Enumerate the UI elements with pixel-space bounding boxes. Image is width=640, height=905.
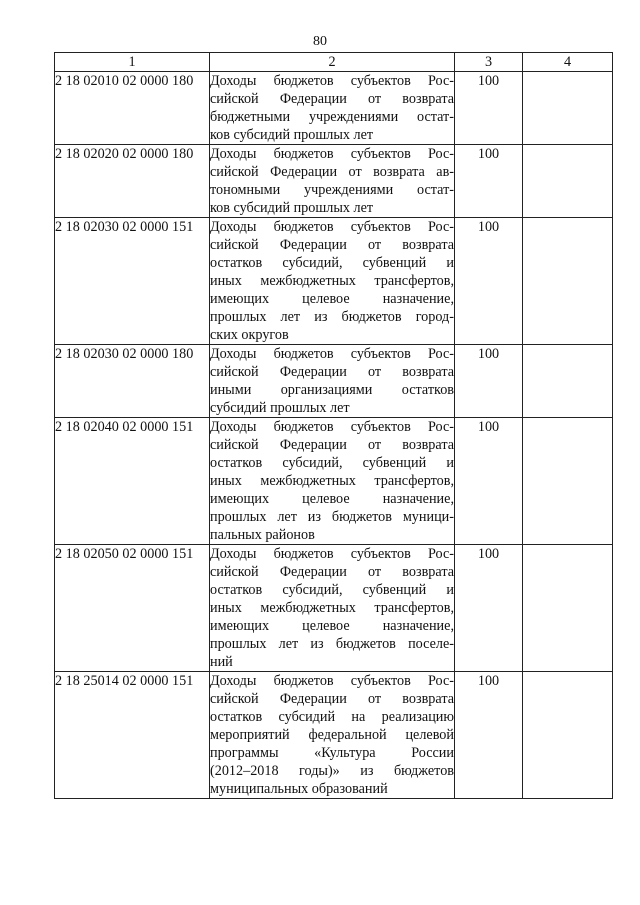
amount-value: 100 <box>455 72 523 145</box>
extra-value <box>523 218 613 345</box>
amount-value: 100 <box>455 345 523 418</box>
description-line: имеющих целевое назначение, <box>210 491 454 507</box>
budget-table <box>54 52 613 799</box>
description-line: Доходы бюджетов субъектов Рос- <box>210 219 454 235</box>
description-line: прошлых лет из бюджетов поселе- <box>210 636 454 652</box>
description-line: сийской Федерации от возврата ав- <box>210 164 454 180</box>
column-header: 4 <box>523 53 613 72</box>
table-body <box>55 72 613 799</box>
description-line: остатков субсидий, субвенций и <box>210 582 454 598</box>
description-line: остатков субсидий, субвенций и <box>210 455 454 471</box>
extra-value <box>523 345 613 418</box>
amount-value: 100 <box>455 218 523 345</box>
budget-code: 2 18 25014 02 0000 151 <box>55 672 210 799</box>
description-line: Доходы бюджетов субъектов Рос- <box>210 73 454 89</box>
description-line: Доходы бюджетов субъектов Рос- <box>210 419 454 435</box>
description-line: иными организациями остатков <box>210 382 454 398</box>
description-line: прошлых лет из бюджетов муници- <box>210 509 454 525</box>
description-line: сийской Федерации от возврата <box>210 91 454 107</box>
description-line: имеющих целевое назначение, <box>210 618 454 634</box>
income-description <box>210 418 455 545</box>
extra-value <box>523 418 613 545</box>
column-header: 3 <box>455 53 523 72</box>
income-description <box>210 345 455 418</box>
description-line: иных межбюджетных трансфертов, <box>210 600 454 616</box>
description-line: Доходы бюджетов субъектов Рос- <box>210 546 454 562</box>
description-line: (2012–2018 годы)» из бюджетов <box>210 763 454 779</box>
amount-value: 100 <box>455 672 523 799</box>
budget-code: 2 18 02040 02 0000 151 <box>55 418 210 545</box>
description-line: Доходы бюджетов субъектов Рос- <box>210 673 454 689</box>
description-line: Доходы бюджетов субъектов Рос- <box>210 146 454 162</box>
description-line: пальных районов <box>210 527 315 543</box>
description-line: прошлых лет из бюджетов город- <box>210 309 454 325</box>
description-line: ков субсидий прошлых лет <box>210 127 374 143</box>
budget-code: 2 18 02030 02 0000 151 <box>55 218 210 345</box>
description-line: муниципальных образований <box>210 781 388 797</box>
page-number: 80 <box>313 34 327 49</box>
table-row <box>55 145 613 218</box>
income-description <box>210 672 455 799</box>
income-description <box>210 545 455 672</box>
table-row <box>55 418 613 545</box>
table-row <box>55 545 613 672</box>
description-line: субсидий прошлых лет <box>210 400 350 416</box>
extra-value <box>523 672 613 799</box>
description-line: сийской Федерации от возврата <box>210 437 454 453</box>
column-header: 1 <box>55 53 210 72</box>
extra-value <box>523 72 613 145</box>
description-line: сийской Федерации от возврата <box>210 237 454 253</box>
description-line: сийской Федерации от возврата <box>210 364 454 380</box>
description-line: остатков субсидий на реализацию <box>210 709 454 725</box>
description-line: имеющих целевое назначение, <box>210 291 454 307</box>
income-description <box>210 218 455 345</box>
budget-code: 2 18 02050 02 0000 151 <box>55 545 210 672</box>
description-line: иных межбюджетных трансфертов, <box>210 273 454 289</box>
extra-value <box>523 545 613 672</box>
amount-value: 100 <box>455 145 523 218</box>
amount-value: 100 <box>455 545 523 672</box>
table-row <box>55 672 613 799</box>
description-line: сийской Федерации от возврата <box>210 564 454 580</box>
income-description <box>210 72 455 145</box>
income-description <box>210 145 455 218</box>
extra-value <box>523 145 613 218</box>
table-row <box>55 72 613 145</box>
description-line: сийской Федерации от возврата <box>210 691 454 707</box>
column-header: 2 <box>210 53 455 72</box>
amount-value: 100 <box>455 418 523 545</box>
table-row <box>55 345 613 418</box>
description-line: тономными учреждениями остат- <box>210 182 454 198</box>
table-row <box>55 218 613 345</box>
description-line: мероприятий федеральной целевой <box>210 727 454 743</box>
description-line: бюджетными учреждениями остат- <box>210 109 454 125</box>
description-line: Доходы бюджетов субъектов Рос- <box>210 346 454 362</box>
budget-code: 2 18 02020 02 0000 180 <box>55 145 210 218</box>
budget-code: 2 18 02010 02 0000 180 <box>55 72 210 145</box>
description-line: ских округов <box>210 327 289 343</box>
table-header-row <box>55 53 613 72</box>
description-line: ков субсидий прошлых лет <box>210 200 374 216</box>
description-line: иных межбюджетных трансфертов, <box>210 473 454 489</box>
description-line: программы «Культура России <box>210 745 454 761</box>
description-line: ний <box>210 654 233 670</box>
budget-code: 2 18 02030 02 0000 180 <box>55 345 210 418</box>
description-line: остатков субсидий, субвенций и <box>210 255 454 271</box>
